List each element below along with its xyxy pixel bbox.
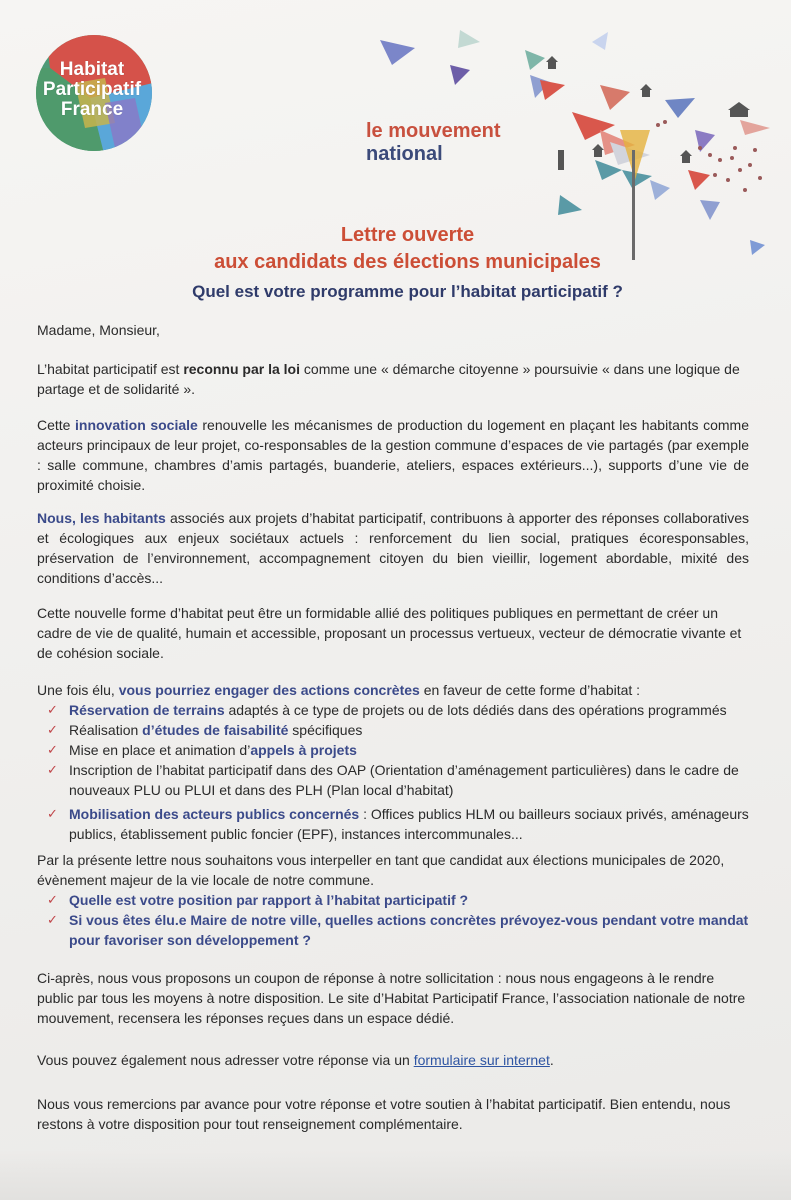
check-icon: ✓ — [47, 892, 58, 907]
movement-label — [366, 120, 500, 166]
logo-line-1: Habitat — [59, 59, 125, 80]
logo-line-2: Participatif — [42, 79, 142, 100]
text-segment: renouvelle les mécanismes de production du logement en plaçant les habitants comme acteurs principaux de leur projet, co-responsables de la gestion commune d’espaces de vie partagés (par exemple : salle commune, chambres d’amis partagés, buanderie, ateliers, espaces extérieurs...), supports d’une vie de proximité choisie. — [37, 417, 749, 493]
paragraph-form — [37, 1050, 749, 1070]
text-segment: Réalisation — [69, 722, 143, 738]
list-item — [37, 760, 749, 800]
paragraph-actions-intro — [37, 680, 749, 700]
text-emphasis: Réservation de terrains — [69, 702, 225, 718]
paragraph-interpellation: Par la présente lettre nous souhaitons vous interpeller en tant que candidat aux élections municipales de 2020, évènement majeur de la vie locale de notre commune. — [37, 852, 725, 888]
movement-line-1: le mouvement — [366, 120, 501, 142]
check-icon: ✓ — [47, 806, 58, 821]
paragraph-thanks: Nous vous remercions par avance pour votre réponse et votre soutien à l’habitat participatif. Bien entendu, nous restons à votre disposition pour tout renseignement complémentaire. — [37, 1096, 731, 1132]
text-segment: spécifiques — [288, 722, 363, 738]
paragraph-coupon: Ci-après, nous vous proposons un coupon de réponse à notre sollicitation : nous nous engageons à le rendre public par tous les moyens à notre disposition. Le site d’Habitat Participatif France, l’association nationale de notre mouvement, recensera les réponses reçues dans un espace dédié. — [37, 970, 746, 1026]
text-segment: Mise en place et animation d’ — [69, 742, 251, 758]
check-icon: ✓ — [47, 762, 58, 777]
text-emphasis: appels à projets — [250, 742, 357, 758]
movement-line-2: national — [366, 143, 443, 165]
text-segment: adaptés à ce type de projets ou de lots dédiés dans des opérations programmés — [224, 702, 727, 718]
internet-form-link[interactable]: formulaire sur internet — [413, 1052, 550, 1068]
text-emphasis: d’études de faisabilité — [142, 722, 289, 738]
logo-text — [12, 60, 172, 120]
page-title-line-2: aux candidats des élections municipales — [214, 251, 601, 273]
text-emphasis: Nous, les habitants — [37, 510, 166, 526]
page-subtitle: Quel est votre programme pour l’habitat participatif ? — [192, 282, 623, 301]
text-segment: L’habitat participatif est — [37, 361, 184, 377]
text-segment: : Offices publics HLM ou bailleurs sociaux privés, aménageurs publics, établissement public foncier (EPF), instances intercommunales... — [69, 806, 749, 842]
list-item — [37, 700, 749, 720]
list-item — [37, 890, 749, 910]
salutation: Madame, Monsieur, — [37, 322, 160, 338]
text-emphasis: Mobilisation des acteurs publics concernés — [69, 806, 360, 822]
text-segment: Une fois élu, — [37, 682, 119, 698]
paragraph-law — [37, 359, 749, 399]
text-segment: Inscription de l’habitat participatif dans des OAP (Orientation d’aménagement particulières) dans le cadre de nouveaux PLU ou PLUI et dans des PLH (Plan local d’habitat) — [69, 762, 739, 798]
page-title-line-1: Lettre ouverte — [340, 224, 475, 246]
paragraph-innovation — [37, 415, 749, 495]
text-segment: Vous pouvez également nous adresser votre réponse via un — [37, 1052, 414, 1068]
list-item — [37, 910, 749, 950]
page-bottom-shade — [0, 1150, 791, 1200]
question-text: Quelle est votre position par rapport à l’habitat participatif ? — [69, 892, 469, 908]
check-icon: ✓ — [47, 742, 58, 757]
text-emphasis: vous pourriez engager des actions concrètes — [118, 682, 420, 698]
text-segment: associés aux projets d’habitat participatif, contribuons à apporter des réponses collaboratives et écologiques aux enjeux sociétaux actuels : renforcement du lien social, pratiques écoresponsables, préservation de l’environnement, accompagnement citoyen du bien vieillir, logement abordable, mixité des conditions d’accès... — [37, 510, 749, 586]
text-emphasis: reconnu par la loi — [183, 361, 301, 377]
check-icon: ✓ — [47, 702, 58, 717]
paragraph-habitants — [37, 508, 749, 588]
paragraph-ally: Cette nouvelle forme d’habitat peut être un formidable allié des politiques publiques en permettant de créer un cadre de vie de qualité, humain et accessible, proposant un processus vertueux, vecteur de démocratie vivante et de cohésion sociale. — [37, 605, 742, 661]
list-item — [37, 804, 749, 844]
text-segment: comme une « démarche citoyenne » poursuivie « dans une logique de partage et de solidarité ». — [37, 361, 740, 397]
list-item — [37, 720, 749, 740]
check-icon: ✓ — [47, 912, 58, 927]
text-emphasis: innovation sociale — [75, 417, 198, 433]
question-text: Si vous êtes élu.e Maire de notre ville, quelles actions concrètes prévoyez-vous pendant votre mandat pour favoriser son développement ? — [69, 912, 749, 948]
check-icon: ✓ — [47, 722, 58, 737]
text-segment: . — [549, 1052, 554, 1068]
text-segment: en faveur de cette forme d’habitat : — [419, 682, 641, 698]
logo-line-3: France — [60, 99, 124, 120]
text-segment: Cette — [37, 417, 76, 433]
list-item — [37, 740, 749, 760]
questions-list — [37, 890, 749, 950]
actions-list — [37, 700, 749, 844]
